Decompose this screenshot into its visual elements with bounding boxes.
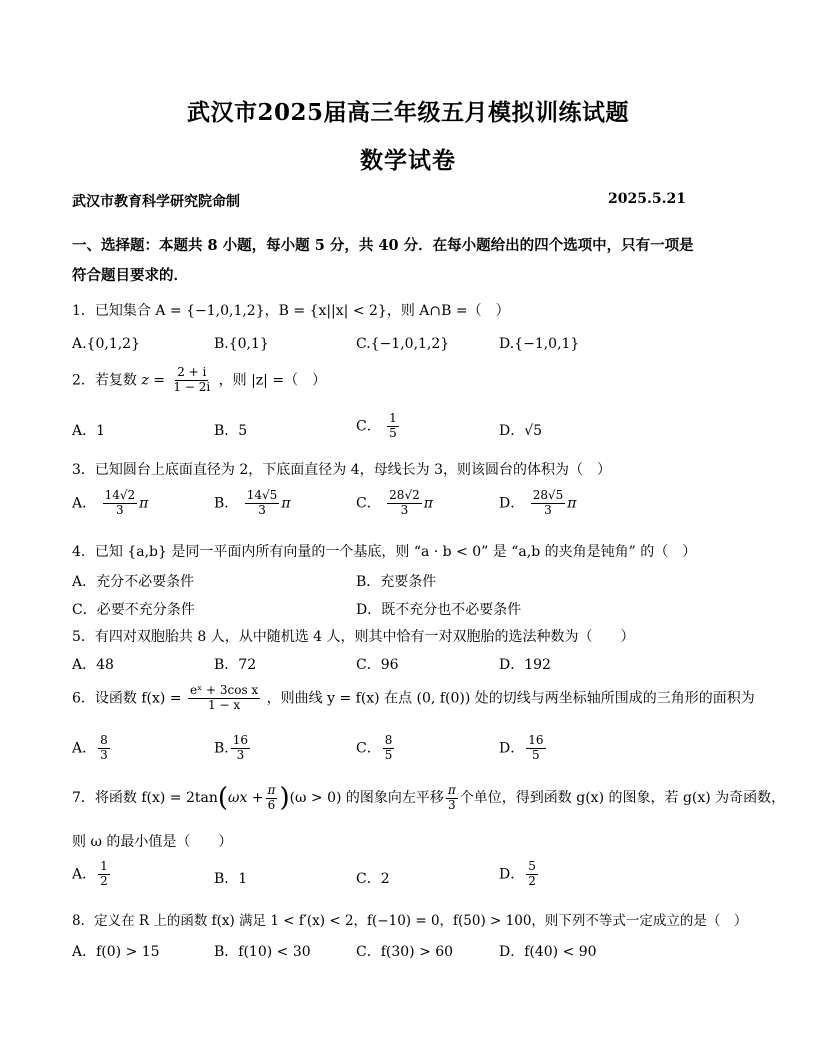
question-1-option-d: D.{−1,0,1}	[499, 336, 580, 352]
question-6-option-c-denominator: 5	[384, 747, 393, 762]
exam-date: 2025.5.21	[608, 191, 686, 207]
question-7-option-c: C．2	[356, 871, 390, 887]
question-5-stem: 5．有四对双胞胎共 8 人，从中随机选 4 人，则其中恰有一对双胞胎的选法种数为（ ）	[72, 629, 635, 645]
question-6-option-a	[72, 734, 112, 763]
question-3-option-c-numerator: 28√2	[389, 488, 420, 502]
question-4-option-b: B．充要条件	[356, 574, 437, 590]
question-5-option-a: A．48	[72, 657, 114, 673]
question-7-option-d-fraction	[526, 860, 538, 889]
question-6-option-d	[499, 734, 548, 763]
question-6-option-d-fraction	[526, 734, 545, 763]
question-3-option-b-fraction	[245, 489, 280, 518]
question-7-prefix: 7．将函数 f(x) = 2tan	[72, 790, 218, 806]
question-6-option-b-label: B.	[214, 740, 229, 757]
question-4-option-d: D．既不充分也不必要条件	[356, 602, 522, 618]
question-7-shift-denominator: 3	[448, 797, 456, 812]
question-1-stem: 1．已知集合 A = {−1,0,1,2}，B = {x||x| < 2}，则 A∩B =（ ）	[72, 303, 510, 319]
question-7-suffix: 个单位，得到函数 g(x) 的图象，若 g(x) 为奇函数，	[459, 790, 786, 806]
question-7-option-b: B．1	[214, 871, 248, 887]
question-7-option-a	[72, 860, 112, 889]
question-2-option-c-denominator: 5	[389, 425, 397, 440]
question-2-option-c-fraction	[387, 412, 399, 441]
question-7-option-a-numerator: 1	[100, 859, 108, 873]
question-3-option-d-denominator: 3	[544, 502, 552, 517]
question-3-option-b-denominator: 3	[258, 502, 266, 517]
question-6-option-a-numerator: 8	[100, 733, 108, 747]
question-8-option-b: B．f(10) < 30	[214, 944, 311, 960]
question-3-option-b-label: B．	[214, 495, 239, 512]
question-7-option-a-fraction	[98, 860, 110, 889]
section-heading-line1: 一、选择题：本题共 8 小题，每小题 5 分，共 40 分．在每小题给出的四个选项中，只有一项是	[72, 237, 694, 254]
question-6-fraction-denominator: 1 − x	[208, 697, 241, 712]
question-1-option-b: B.{0,1}	[214, 336, 269, 352]
question-7-condition: (ω > 0) 的图象向左平移	[289, 790, 444, 806]
question-6-option-c-fraction	[383, 734, 395, 763]
question-7-stem	[72, 783, 785, 813]
question-6-prefix: 6．设函数 f(x) =	[72, 690, 182, 707]
question-3-stem: 3．已知圆台上底面直径为 2，下底面直径为 4，母线长为 3，则该圆台的体积为（ ）	[72, 462, 611, 478]
question-6-fraction	[188, 684, 260, 713]
question-3-option-d	[499, 489, 576, 518]
question-6-option-a-fraction	[98, 734, 110, 763]
question-7-option-d-label: D．	[499, 866, 525, 883]
question-2-fraction	[171, 366, 212, 395]
question-7-shift-numerator: π	[447, 782, 456, 797]
question-6-suffix: ，则曲线 y = f(x) 在点 (0, f(0)) 处的切线与两坐标轴所围成的三角形的面积为	[266, 690, 755, 707]
question-7-phase-fraction	[266, 784, 278, 813]
question-3-option-b-numerator: 14√5	[246, 488, 278, 502]
question-2-prefix: 2．若复数	[72, 372, 137, 389]
question-6-option-b-denominator: 3	[236, 747, 245, 762]
exam-subtitle: 数学试卷	[360, 147, 456, 174]
question-6-option-c-numerator: 8	[384, 733, 393, 747]
question-3-option-c	[356, 489, 433, 518]
question-6-option-a-denominator: 3	[100, 747, 108, 762]
question-2-suffix: ，则 |z| =（ ）	[218, 372, 327, 389]
question-6-stem	[72, 684, 755, 713]
question-2-option-c-numerator: 1	[389, 411, 397, 425]
question-6-option-c-label: C．	[356, 740, 381, 757]
section-heading-line2: 符合题目要求的．	[72, 267, 188, 284]
question-6-option-b	[214, 734, 252, 763]
question-3-option-a-numerator: 14√2	[104, 488, 136, 502]
question-3-option-b	[214, 489, 291, 518]
question-7-option-d	[499, 860, 540, 889]
question-7-option-a-label: A．	[72, 866, 97, 883]
question-6-option-b-numerator: 16	[232, 733, 249, 747]
question-6-option-d-label: D．	[499, 740, 525, 757]
question-8-option-a: A．f(0) > 15	[72, 944, 160, 960]
question-2-fraction-numerator: 2 + i	[177, 365, 207, 379]
question-4-option-c: C．必要不充分条件	[72, 602, 195, 618]
question-2-fraction-denominator: 1 − 2i	[173, 379, 211, 394]
question-8-option-c: C．f(30) > 60	[356, 944, 454, 960]
question-6-option-d-denominator: 5	[532, 747, 540, 762]
question-3-option-a-label: A．	[72, 495, 97, 512]
question-3-option-b-pi: π	[281, 495, 291, 512]
question-6-option-c	[356, 734, 396, 763]
question-7-phase-denominator: 6	[267, 797, 276, 812]
question-3-option-a-denominator: 3	[116, 502, 124, 517]
question-1-option-a: A.{0,1,2}	[72, 336, 140, 352]
question-2-option-c	[356, 412, 401, 441]
question-4-option-a: A．充分不必要条件	[72, 574, 195, 590]
question-3-option-c-pi: π	[423, 495, 433, 512]
question-3-option-c-fraction	[387, 489, 422, 518]
question-6-option-b-fraction	[231, 734, 250, 763]
question-2-stem	[72, 366, 326, 395]
exam-title: 武汉市2025届高三年级五月模拟训练试题	[186, 99, 629, 126]
question-7-open-paren: (	[217, 783, 229, 813]
question-2-option-d: D．√5	[499, 423, 543, 439]
question-1-option-c: C.{−1,0,1,2}	[356, 336, 450, 352]
question-6-fraction-numerator: eˣ + 3cos x	[190, 683, 259, 697]
question-3-option-d-pi: π	[567, 495, 577, 512]
question-8-option-d: D．f(40) < 90	[499, 944, 597, 960]
question-3-option-a-fraction	[103, 489, 138, 518]
question-7-line2: 则 ω 的最小值是（ ）	[72, 834, 233, 850]
question-5-option-c: C．96	[356, 657, 399, 673]
question-3-option-a-pi: π	[139, 495, 149, 512]
question-7-close-paren: )	[279, 783, 290, 813]
question-2-option-b: B．5	[214, 423, 248, 439]
question-2-option-a: A．1	[72, 423, 106, 439]
question-3-option-d-fraction	[531, 489, 566, 518]
question-7-option-d-numerator: 5	[528, 859, 536, 873]
question-6-option-d-numerator: 16	[528, 733, 544, 747]
question-7-argument: ωx +	[228, 790, 264, 806]
question-4-stem: 4．已知 {a,b} 是同一平面内所有向量的一个基底，则 “a · b < 0” 是 “a,b 的夹角是钝角” 的（ ）	[72, 544, 697, 560]
question-7-shift-fraction	[446, 784, 458, 813]
question-2-variable: z =	[141, 372, 165, 389]
question-3-option-d-numerator: 28√5	[532, 488, 564, 502]
question-5-option-d: D．192	[499, 657, 551, 673]
question-3-option-c-denominator: 3	[400, 502, 409, 517]
question-3-option-d-label: D．	[499, 495, 525, 512]
question-3-option-c-label: C．	[356, 495, 381, 512]
question-6-option-a-label: A．	[72, 740, 97, 757]
question-7-phase-numerator: π	[267, 782, 276, 797]
question-3-option-a	[72, 489, 148, 518]
question-7-option-a-denominator: 2	[100, 873, 108, 888]
question-2-option-c-label: C．	[356, 418, 381, 435]
issuer: 武汉市教育科学研究院命制	[72, 194, 240, 210]
question-7-option-d-denominator: 2	[528, 873, 536, 888]
question-8-stem: 8．定义在 R 上的函数 f(x) 满足 1 < f′(x) < 2，f(−10) = 0，f(50) > 100，则下列不等式一定成立的是（ ）	[72, 913, 748, 929]
question-5-option-b: B．72	[214, 657, 257, 673]
